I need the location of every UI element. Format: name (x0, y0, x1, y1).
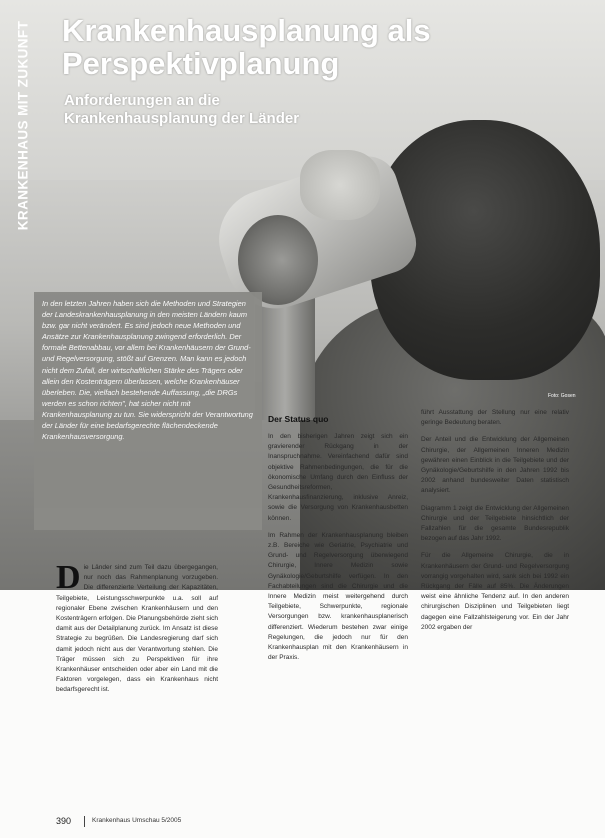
footer-divider (84, 816, 85, 827)
page-footer (0, 806, 605, 838)
column-3-paragraph-2: Der Anteil und die Entwicklung der Allgemeinen Chirurgie, der Allgemeinen Inneren Medizin gewähren einen Einblick in die Teilgebiete und der Gynäkologie/Geburtshilfe in den Jahren 1992 bis 2002 anhand bundesweiter Daten statistisch analysiert. (421, 436, 569, 495)
page-subtitle (64, 92, 299, 128)
column-3-paragraph-4: Für die Allgemeine Chirurgie, die in Krankenhäusern der Grund- und Regelversorgung vorrangig vorgehalten wird, sank sich bei 1992 ein Rückgang der Fälle auf 85%. Die Änderungen weist eine ähnliche Tendenz auf. In den anderen chirurgischen Disziplinen und Teilgebieten liegt dagegen eine Fallzahlsteigerung vor. Ein der Jahr 2002 ergaben der (421, 552, 569, 631)
photo-credit: Foto: Gosen (548, 393, 576, 399)
column-2-paragraph-1: In den bisherigen Jahren zeigt sich ein gravierender Rückgang in der Inanspruchnahme. Vereinfachend dafür sind objektive Rahmenbedingungen, die für die ökonomische Umfang durch den Einfluss der Gesundheitsreformen, Krankenhausfinanzierung, inklusive Anreiz, sowie die Versorgung von Krankenhausbetten können. (268, 433, 408, 522)
column-3-paragraph-3: Diagramm 1 zeigt die Entwicklung der Allgemeinen Chirurgie und der Teilgebiete hinsichtlich der Fallzahlen für die gesamte Bundesrepublik bezogen auf das Jahr 1992. (421, 504, 569, 543)
page-number: 390 (56, 816, 72, 826)
column-2 (268, 432, 408, 670)
column-3-paragraph-1: führt Ausstattung der Stellung nur eine relativ geringe Bedeutung beraten. (421, 409, 569, 427)
section-label-text: KRANKENHAUS MIT ZUKUNFT (15, 20, 31, 231)
page-title (62, 14, 431, 80)
subtitle-line-1: Anforderungen an die (64, 92, 220, 109)
journal-name: Krankenhaus Umschau 5/2005 (92, 817, 182, 824)
column-1 (56, 559, 218, 703)
column-1-text: ie Länder sind zum Teil dazu übergegangen, nur noch das Rahmenplanung vorzugeben. Die differenzierte Verteilung der Kapazitäten, Teilgebiete, Leistungsschwerpunkte u.a. soll auf regionaler Ebene zwischen Krankenhäusern und den Kostenträgern erfolgen. Die Planungsbehörde zieht sich damit aus der Detailplanung zurück. Im Ansatz ist diese Strategie zu begrüßen. Die Landesregierung darf sich damit jedoch nicht aus der Verantwortung stehlen. Die Träger müssen sich zu Perspektiven für ihre Krankenhäuser entscheiden oder aber ein Land mit die Faktoren vorgelegen, dass ein Krankenhaus nicht bedarfsgerecht ist. (56, 564, 218, 694)
drop-cap: D (56, 559, 81, 596)
title-line-1: Krankenhausplanung als (62, 13, 431, 48)
section-heading: Der Status quo (268, 414, 329, 424)
section-label (8, 18, 34, 248)
intro-text: In den letzten Jahren haben sich die Methoden und Strategien der Landeskrankenhausplanung in den meisten Ländern kaum bzw. gar nicht verändert. Es sind jedoch neue Methoden und Ansätze zur Krankenhausplanung zwingend erforderlich. Der formale Bettenabbau, vor allem bei Krankenhäusern der Grund- und Regelversorgung, stößt auf Grenzen. Man kann es jedoch nicht dem Zufall, der wirtschaftlichen Stärke des Trägers oder allein den Kostenträgern überlassen, welche Krankenhäuser überleben. Die, vielfach bestehende Auffassung, „die DRGs werden es schon richten", hat sicher nicht mit Krankenhausplanung zu tun. Sie widerspricht der Verantwortung der Länder für eine bedarfsgerechte flächendeckende Krankenhausversorgung. (42, 299, 253, 442)
column-2-paragraph-2: Im Rahmen der Krankenhausplanung bleiben z.B. Bereiche wie Geriatrie, Psychiatrie und Grund- und Regelversorgung überwiegend Chirurgie, Innere Medizin sowie Gynäkologie/Geburtshilfe verfügen. In den Fachabteilungen sind die Chirurgie und die Innere Medizin meist weitergehend durch Teilgebiete, Schwerpunkte, regionale Versorgungen bzw. krankenhausplanerisch differenziert. Wiederum bestehen zwar einige Regelungen, die jedoch nur für den Krankenhausplan mit den Krankenhäusern in der Praxis. (268, 531, 408, 662)
title-line-2: Perspektivplanung (62, 46, 340, 81)
intro-box (34, 292, 262, 530)
column-3 (421, 408, 569, 640)
subtitle-line-2: Krankenhausplanung der Länder (64, 110, 300, 127)
